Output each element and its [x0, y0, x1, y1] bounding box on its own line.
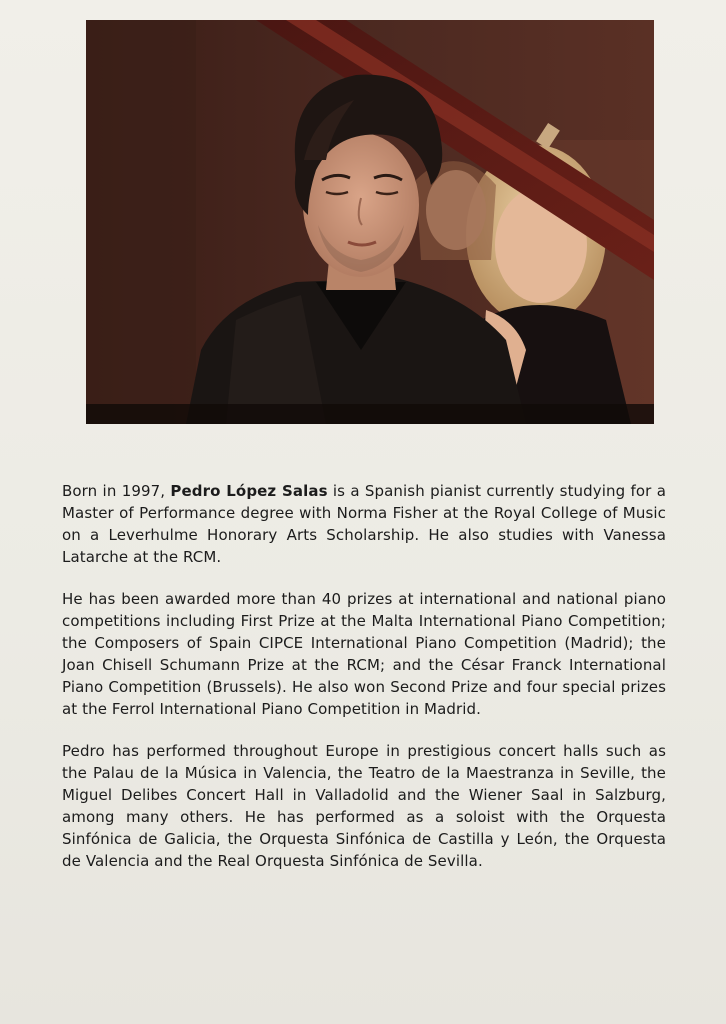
pianist-name: Pedro López Salas: [170, 482, 328, 500]
bio-paragraph-1-text: is a Spanish pianist currently studying for a Master of Performance degree with Norma Fisher at the Royal College of Music on a Leverhulme Honorary Arts Scholarship. He also studies with Vanessa Latarche at the RCM.: [62, 482, 667, 566]
pianist-photo-illustration: [86, 20, 654, 424]
pianist-photo: [86, 20, 654, 424]
bio-paragraph-2: He has been awarded more than 40 prizes at international and national piano competitions including First Prize at the Malta International Piano Competition; the Composers of Spain CIPCE International Piano Competition (Madrid); the Joan Chisell Schumann Prize at the RCM; and the César Franck International Piano Competition (Brussels). He also won Second Prize and four special prizes at the Ferrol International Piano Competition in Madrid.: [62, 590, 666, 718]
bio-paragraph-1: [62, 480, 666, 568]
biography: [62, 480, 666, 872]
bio-paragraph-3: Pedro has performed throughout Europe in prestigious concert halls such as the Palau de la Música in Valencia, the Teatro de la Maestranza in Seville, the Miguel Delibes Concert Hall in Valladolid and the Wiener Saal in Salzburg, among many others. He has performed as a soloist with the Orquesta Sinfónica de Galicia, the Orquesta Sinfónica de Castilla y León, the Orquesta de Valencia and the Real Orquesta Sinfónica de Sevilla.: [62, 742, 666, 870]
bio-intro: Born in 1997,: [62, 482, 171, 500]
